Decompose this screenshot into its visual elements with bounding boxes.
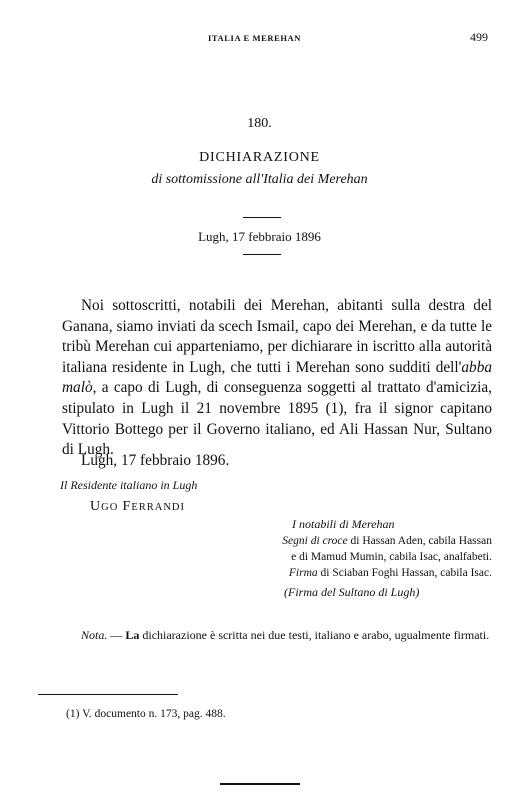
signature-line-1-text: di Hassan Aden, cabila Hassan (347, 535, 492, 547)
note (62, 627, 492, 644)
note-label: Nota. (81, 628, 108, 642)
page-number: 499 (470, 30, 488, 44)
document-number: 180. (247, 116, 272, 131)
resident-name-rest-2: ERRANDI (131, 502, 186, 513)
resident-name-initial-1: U (90, 499, 102, 514)
document-subtitle: di sottomissione all'Italia dei Merehan (151, 172, 368, 187)
note-text: dichiarazione è scritta nei due testi, italiano e arabo, ugualmente firmati. (139, 628, 490, 642)
running-head: ITALIA E MEREHAN (208, 33, 302, 43)
date-divider (243, 254, 281, 255)
note-paragraph (62, 627, 492, 644)
declaration-body (62, 296, 492, 461)
page-end-rule (220, 783, 300, 785)
document-title: DICHIARAZIONE (199, 150, 320, 165)
signature-line-3-text: di Sciaban Foghi Hassan, cabila Isac. (317, 567, 492, 579)
place-date: Lugh, 17 febbraio 1896 (198, 229, 321, 244)
body-text-end: , a capo di Lugh, di conseguenza soggetti al trattato d'amicizia, stipulato in Lugh il 21 novembre 1895 (1), fra il signor capitano Vittorio Bottego per il Governo italiano, ed Ali Hassan Nur, Sultano di Lugh. (62, 379, 492, 459)
resident-name-rest-1: GO (101, 502, 119, 513)
signature-label: Firma (288, 567, 318, 579)
notables-signatures (222, 533, 492, 581)
note-dash: — (107, 628, 126, 642)
title-divider (243, 217, 281, 218)
sultan-signature: (Firma del Sultano di Lugh) (284, 585, 420, 599)
note-lead-word: La (125, 628, 140, 642)
resident-label: Il Residente italiano in Lugh (60, 478, 198, 492)
body-text-start: Noi sottoscritti, notabili dei Merehan, abitanti sulla destra del Ganana, siamo inviati da scech Ismail, capo dei Merehan, e da tutte le tribù Merehan cui apparteniamo, per dichiarare in iscritto alla autorità italiana residente in Lugh, che tutti i Merehan sono sudditi dell' (62, 297, 492, 376)
resident-name (90, 498, 185, 515)
signature-line-2: e di Mamud Mumin, cabila Isac, analfabeti. (291, 551, 492, 563)
declaration-paragraph (62, 296, 492, 461)
signature-line-3 (222, 565, 492, 581)
resident-name-initial-2: F (122, 499, 132, 514)
signature-date: Lugh, 17 febbraio 1896. (81, 452, 230, 469)
cross-signs-label: Segni di croce (282, 535, 348, 547)
signature-line-1 (222, 533, 492, 549)
footnote-divider (38, 694, 178, 695)
footnote: (1) V. documento n. 173, pag. 488. (66, 708, 226, 720)
notables-label: I notabili di Merehan (292, 517, 395, 531)
italic-term: abba malò (62, 358, 492, 397)
